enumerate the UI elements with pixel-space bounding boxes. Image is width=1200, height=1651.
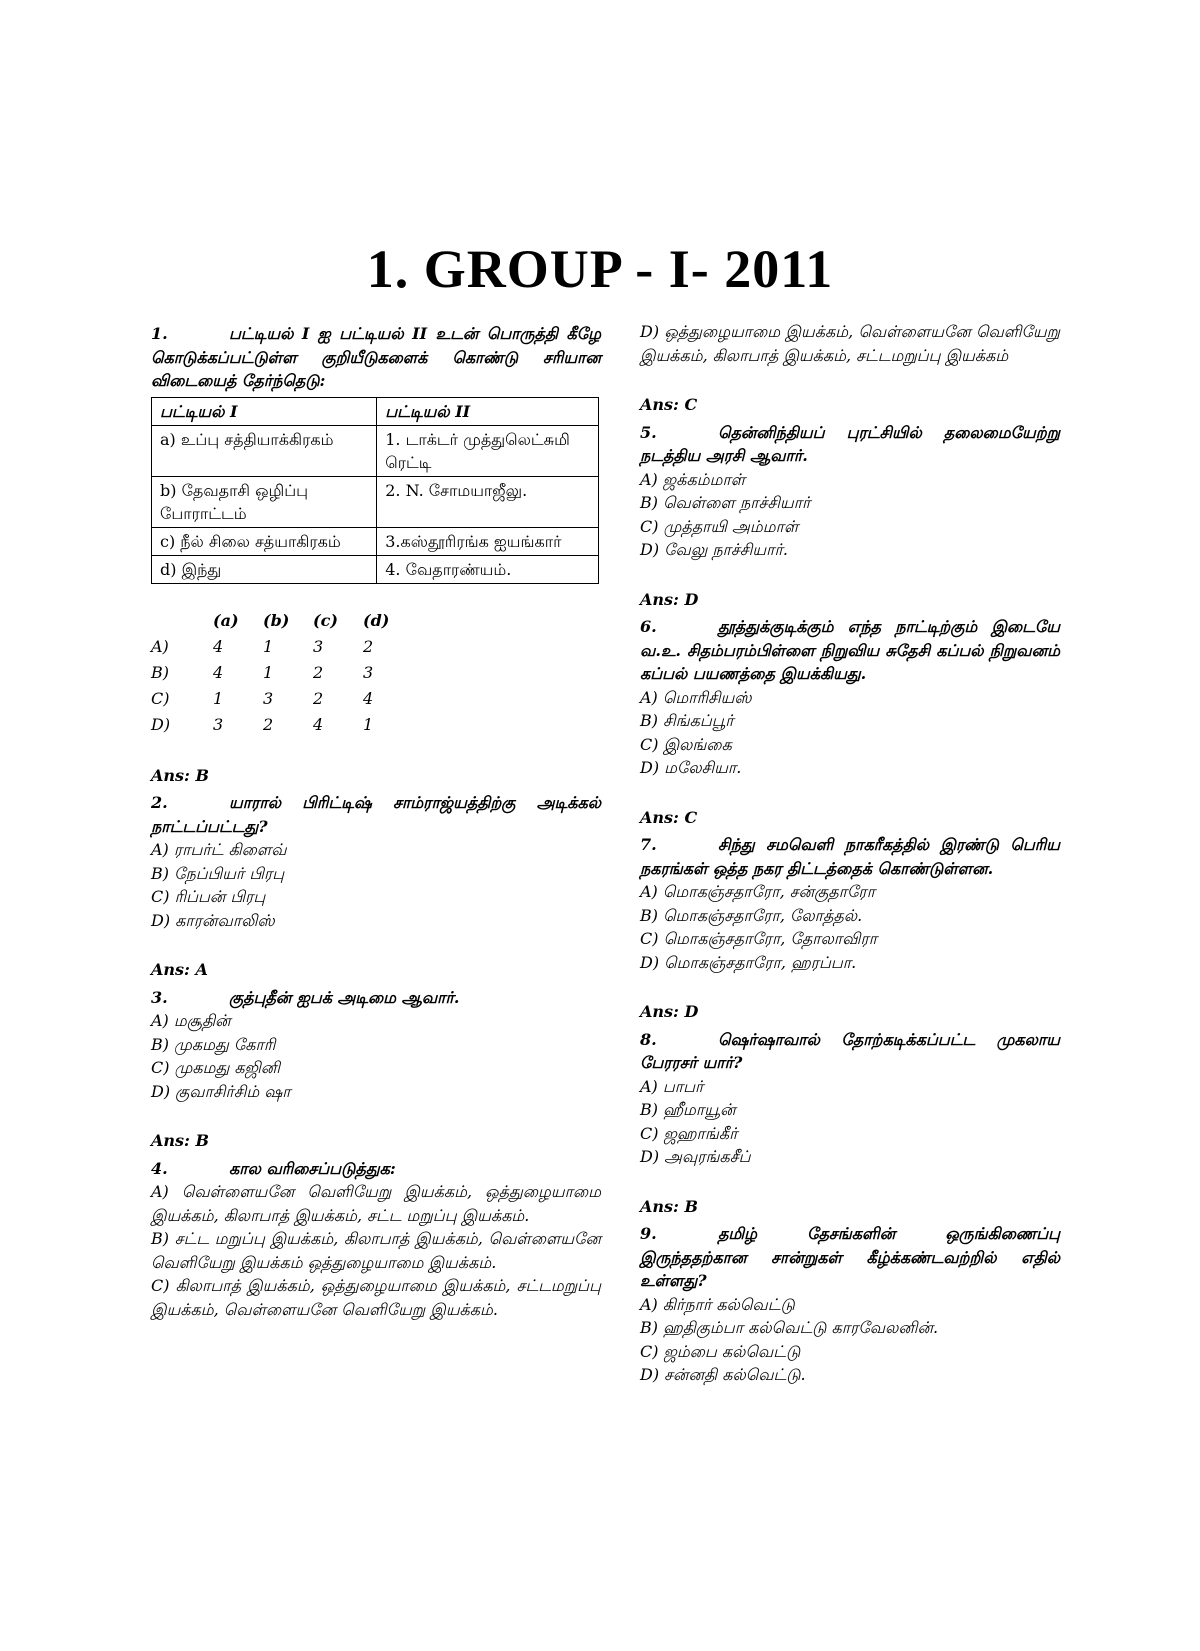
option: A) வெள்ளையனே வெளியேறு இயக்கம், ஒத்துழையாமை இயக்கம், கிலாபாத் இயக்கம், சட்ட மறுப்பு இயக்கம்.	[151, 1182, 601, 1225]
codes-row	[151, 634, 413, 660]
question-text: யாரால் பிரிட்டிஷ் சாம்ராஜ்யத்திற்கு அடிக்கல் நாட்டப்பட்டது?	[151, 793, 601, 836]
option: A) ராபர்ட் கிளைவ்	[151, 840, 287, 859]
option: C) மொகஞ்சதாரோ, தோலாவிரா	[640, 929, 878, 948]
question-text: தென்னிந்தியப் புரட்சியில் தலைமையேற்று நடத்திய அரசி ஆவார்.	[640, 422, 1060, 465]
table-cell: 4. வேதாரண்யம்.	[377, 555, 599, 583]
answer-label: Ans: C	[640, 807, 698, 827]
question-number: 2.	[151, 793, 168, 812]
question-text: பட்டியல் I ஐ பட்டியல் II உடன் பொருத்தி கீழே கொடுக்கப்பட்டுள்ள குறியீடுகளைக் கொண்டு சரியான விடையைத் தேர்ந்தெடு:	[151, 324, 601, 390]
answer-label: Ans: B	[151, 765, 210, 785]
codes-header: (b)	[263, 610, 290, 630]
question-text: ஷெர்ஷாவால் தோற்கடிக்கப்பட்ட முகலாய பேரரசர் யார்?	[640, 1029, 1060, 1072]
option: C) கிலாபாத் இயக்கம், ஒத்துழையாமை இயக்கம், சட்டமறுப்பு இயக்கம், வெள்ளையனே வெளியேறு இயக்கம்.	[151, 1276, 601, 1319]
question-text: கால வரிசைப்படுத்துக:	[229, 1158, 396, 1178]
codes-cell: 1	[213, 688, 224, 708]
option: C) ஜஹாங்கீர்	[640, 1123, 738, 1143]
question-number: 3.	[151, 987, 168, 1007]
question-number: 5.	[640, 422, 657, 442]
question-9	[640, 1222, 1060, 1293]
question-number: 8.	[640, 1029, 657, 1049]
codes-cell: 1	[263, 662, 274, 682]
answer-label: Ans: A	[151, 960, 208, 979]
answer-label: Ans: B	[640, 1196, 699, 1216]
option: A) கிர்நார் கல்வெட்டு	[640, 1294, 795, 1314]
table-cell: 1. டாக்டர் முத்துலெட்சுமி ரெட்டி	[377, 425, 599, 476]
codes-row	[151, 712, 413, 738]
question-number: 4.	[151, 1158, 168, 1178]
table-cell: 3.கஸ்தூரிரங்க ஐயங்கார்	[377, 527, 599, 555]
codes-cell: 2	[313, 688, 324, 708]
codes-header: (d)	[363, 610, 390, 630]
codes-cell: 1	[363, 714, 374, 734]
question-1	[151, 322, 601, 393]
option: C) ரிப்பன் பிரபு	[151, 887, 266, 906]
option: D) சன்னதி கல்வெட்டு.	[640, 1365, 806, 1384]
answer-label: Ans: B	[151, 1131, 210, 1150]
option: B) வெள்ளை நாச்சியார்	[640, 493, 811, 512]
option: B) சிங்கப்பூர்	[640, 711, 734, 730]
answer-label: Ans: C	[640, 395, 698, 414]
answer-label: Ans: D	[640, 589, 699, 609]
option: D) மலேசியா.	[640, 758, 742, 777]
codes-row	[151, 660, 413, 686]
option: B) சட்ட மறுப்பு இயக்கம், கிலாபாத் இயக்கம், வெள்ளையனே வெளியேறு இயக்கம் ஒத்துழையாமை இயக்கம்.	[151, 1229, 601, 1272]
codes-cell: 3	[213, 714, 224, 734]
codes-option: C)	[151, 688, 170, 708]
option: B) நேப்பியர் பிரபு	[151, 863, 285, 883]
codes-cell: 1	[263, 636, 274, 656]
table-header-row	[152, 397, 599, 425]
codes-option: A)	[151, 636, 169, 656]
codes-cell: 3	[263, 688, 274, 708]
question-text: தமிழ் தேசங்களின் ஒருங்கிணைப்பு இருந்ததற்கான சான்றுகள் கீழ்க்கண்டவற்றில் எதில் உள்ளது?	[640, 1224, 1060, 1290]
question-text: சிந்து சமவெளி நாகரீகத்தில் இரண்டு பெரிய நகரங்கள் ஒத்த நகர திட்டத்தைக் கொண்டுள்ளன.	[640, 835, 1060, 878]
question-2	[151, 791, 601, 838]
codes-header: (c)	[313, 610, 338, 630]
option: B) ஹீமாயூன்	[640, 1100, 736, 1119]
table-row	[152, 527, 599, 555]
option: B) ஹதிகும்பா கல்வெட்டு காரவேலனின்.	[640, 1318, 939, 1337]
question-number: 1.	[151, 324, 168, 343]
codes-header: (a)	[213, 610, 239, 630]
option: B) மொகஞ்சதாரோ, லோத்தல்.	[640, 905, 863, 925]
table-cell: a) உப்பு சத்தியாக்கிரகம்	[152, 425, 377, 476]
option: D) குவாசிர்சிம் ஷா	[151, 1081, 291, 1101]
codes-cell: 4	[313, 714, 324, 734]
table-row	[152, 555, 599, 583]
option: D) காரன்வாலிஸ்	[151, 910, 275, 930]
question-number: 9.	[640, 1224, 657, 1243]
right-column	[640, 320, 1060, 1387]
option: D) மொகஞ்சதாரோ, ஹரப்பா.	[640, 952, 857, 972]
option: C) முத்தாயி அம்மாள்	[640, 516, 799, 536]
codes-cell: 4	[213, 662, 224, 682]
codes-cell: 4	[363, 688, 374, 708]
page-title: 1. GROUP - I- 2011	[366, 239, 834, 299]
question-number: 6.	[640, 617, 657, 636]
option: B) முகமது கோரி	[151, 1034, 276, 1054]
question-text: குத்புதீன் ஐபக் அடிமை ஆவார்.	[229, 987, 460, 1007]
table-row	[152, 425, 599, 476]
option: C) இலங்கை	[640, 734, 732, 754]
option: A) பாபர்	[640, 1076, 704, 1096]
option: D) அவுரங்கசீப்	[640, 1147, 751, 1166]
question-4	[151, 1157, 601, 1181]
table-row	[152, 476, 599, 527]
codes-header-row	[151, 608, 413, 634]
option: D) வேலு நாச்சியார்.	[640, 540, 788, 559]
codes-cell: 2	[263, 714, 274, 734]
question-3	[151, 986, 601, 1010]
match-table	[151, 397, 599, 584]
option: A) மொரிசியஸ்	[640, 687, 752, 707]
question-5	[640, 421, 1060, 468]
codes-cell: 3	[313, 636, 324, 656]
table-cell: d) இந்து	[152, 555, 377, 583]
question-8	[640, 1028, 1060, 1075]
option: D) ஒத்துழையாமை இயக்கம், வெள்ளையனே வெளியேறு இயக்கம், கிலாபாத் இயக்கம், சட்டமறுப்பு இயக்கம்	[640, 322, 1060, 365]
question-6	[640, 615, 1060, 686]
table-header: பட்டியல் II	[377, 397, 599, 425]
question-number: 7.	[640, 835, 657, 854]
table-cell: c) நீல் சிலை சத்யாகிரகம்	[152, 527, 377, 555]
answer-codes-table	[151, 608, 413, 738]
option: A) மொகஞ்சதாரோ, சன்குதாரோ	[640, 882, 876, 901]
answer-label: Ans: D	[640, 1002, 699, 1021]
left-column	[151, 322, 601, 1321]
codes-cell: 2	[363, 636, 374, 656]
codes-row	[151, 686, 413, 712]
option: C) முகமது கஜினி	[151, 1058, 281, 1077]
codes-cell: 2	[313, 662, 324, 682]
option: C) ஜம்பை கல்வெட்டு	[640, 1341, 801, 1361]
codes-option: B)	[151, 662, 169, 682]
codes-cell: 4	[213, 636, 224, 656]
table-cell: b) தேவதாசி ஒழிப்பு போராட்டம்	[152, 476, 377, 527]
option: A) ஜக்கம்மாள்	[640, 469, 746, 489]
question-7	[640, 833, 1060, 880]
codes-option: D)	[151, 714, 171, 734]
table-cell: 2. N. சோமயாஜீலு.	[377, 476, 599, 527]
codes-cell: 3	[363, 662, 374, 682]
option: A) மசூதின்	[151, 1011, 231, 1030]
question-text: தூத்துக்குடிக்கும் எந்த நாட்டிற்கும் இடையே வ.உ. சிதம்பரம்பிள்ளை நிறுவிய சுதேசி கப்பல் நிறுவனம் கப்பல் பயணத்தை இயக்கியது.	[640, 617, 1060, 683]
table-header: பட்டியல் I	[152, 397, 377, 425]
